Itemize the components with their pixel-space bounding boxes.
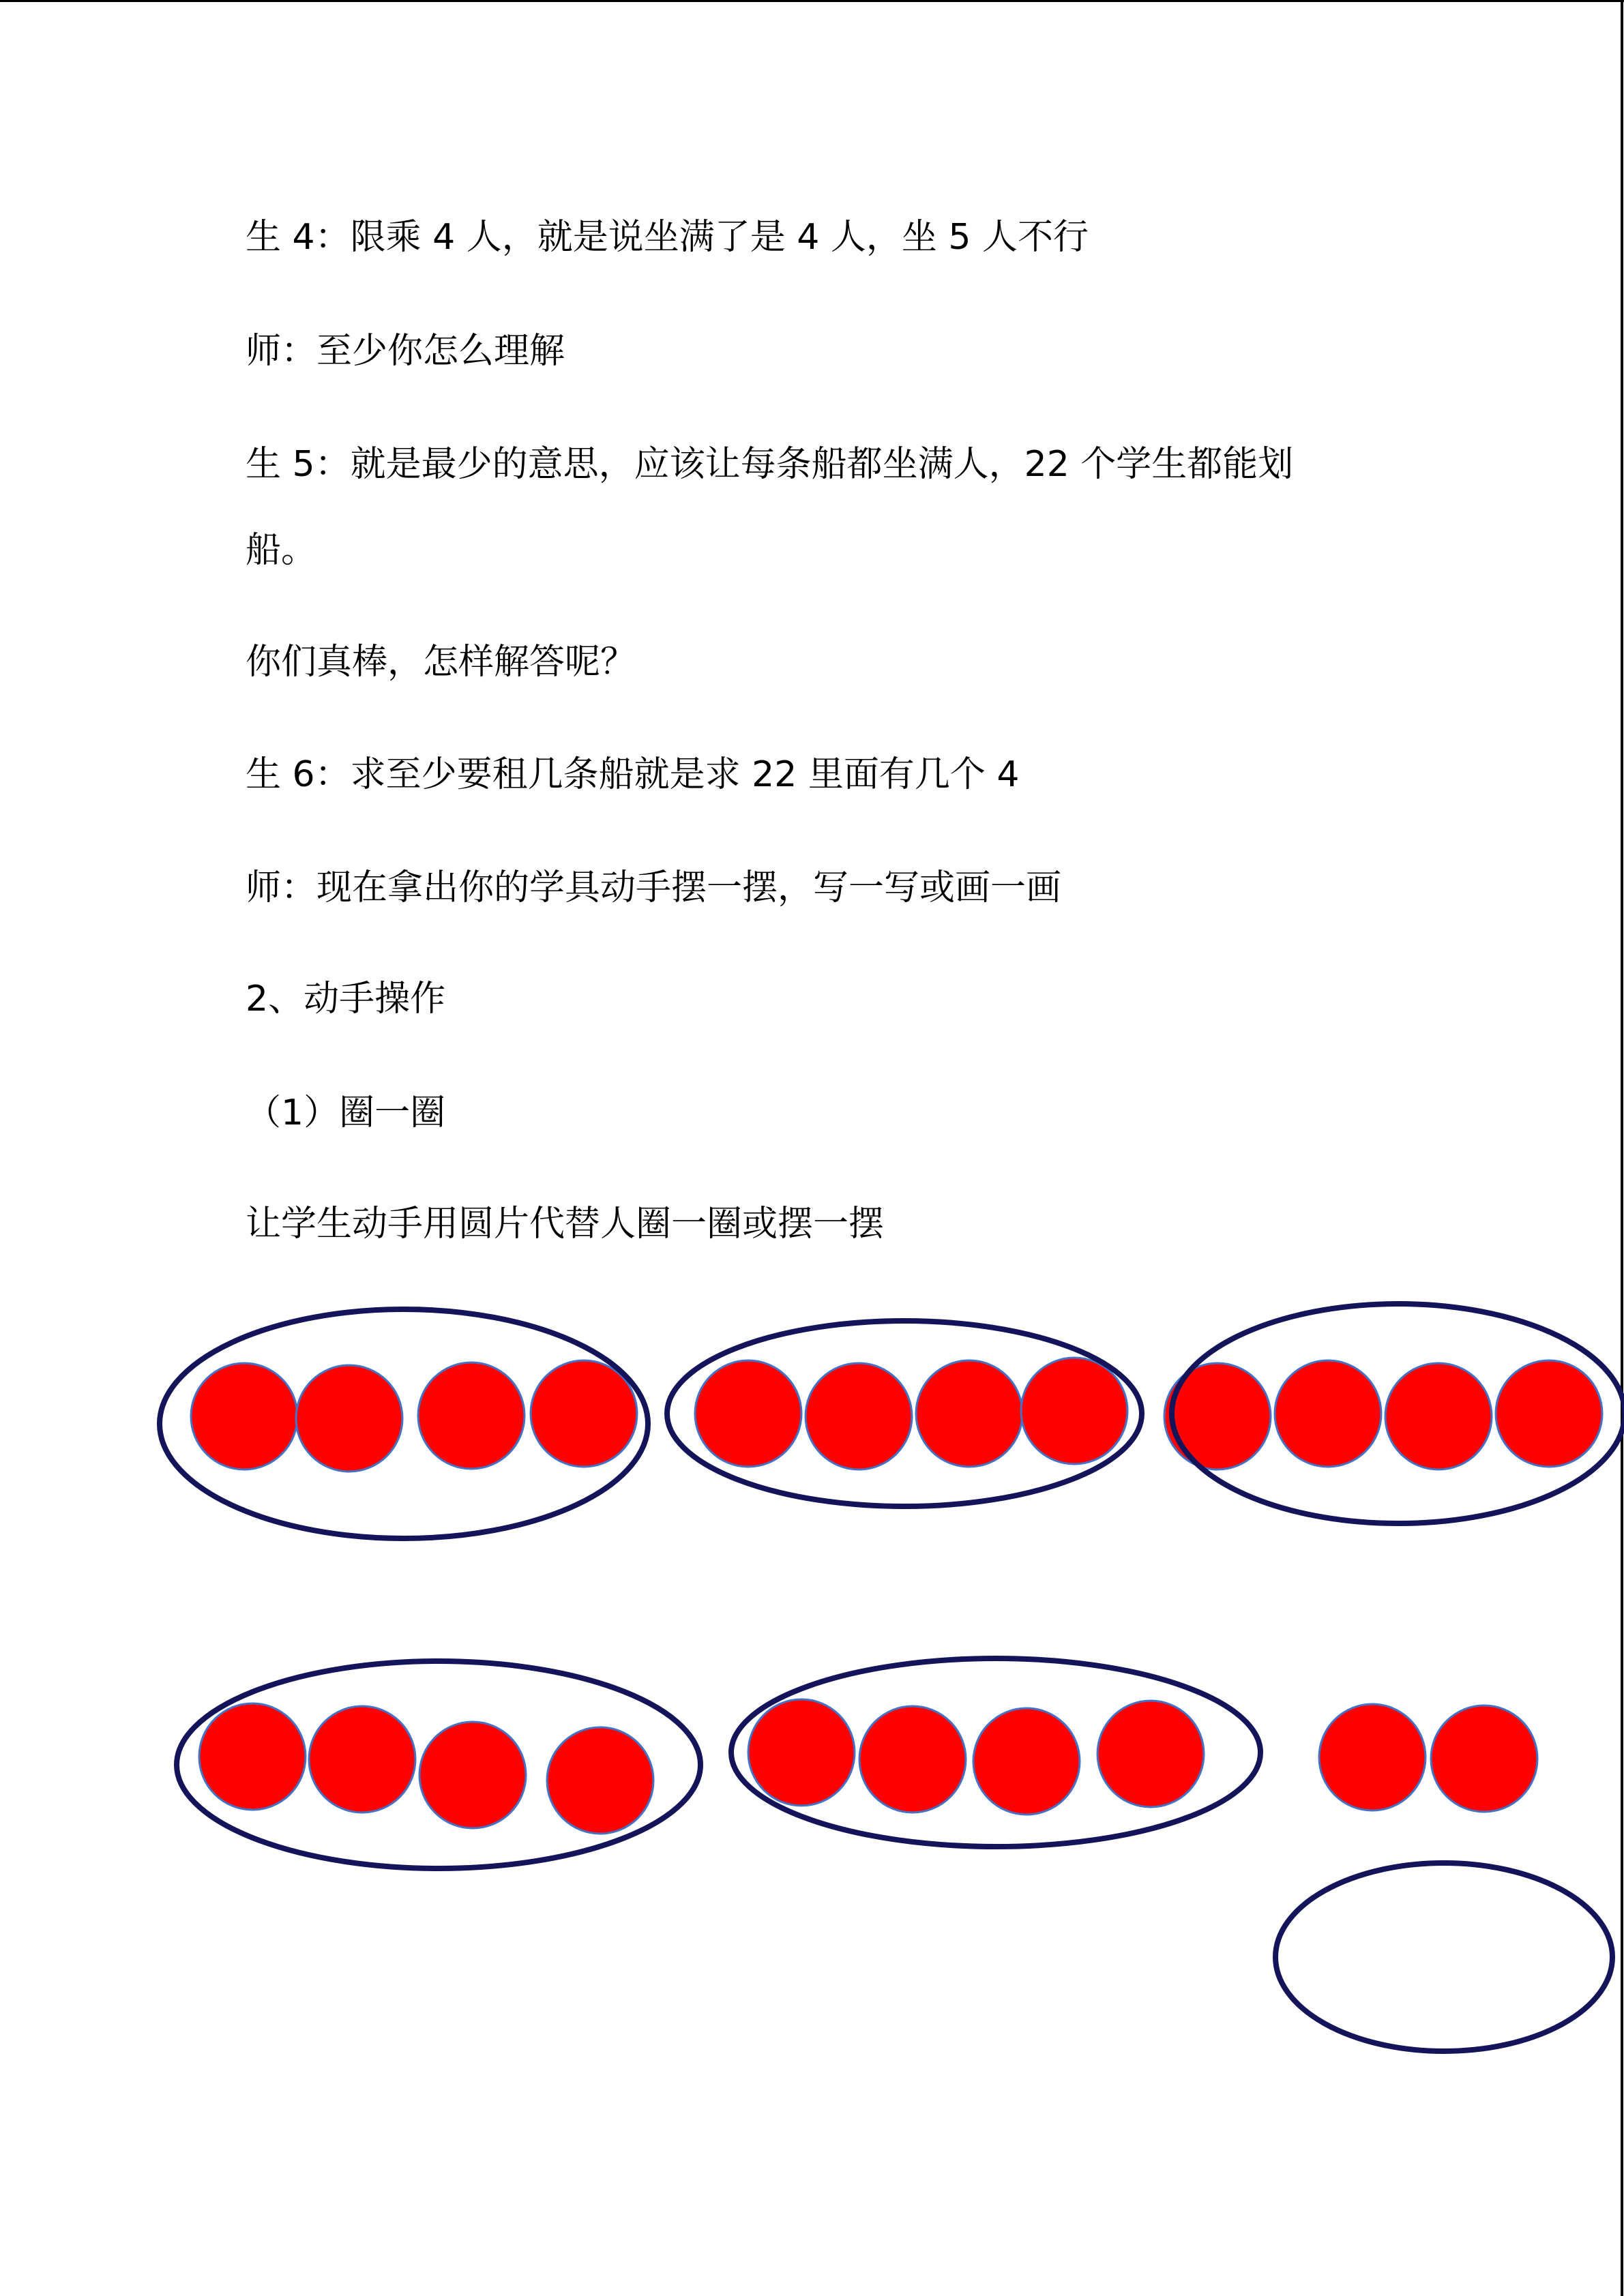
text-line-7: 师：现在拿出你的学具动手摆一摆，写一写或画一画 [246, 867, 1062, 908]
red-disc-3-2 [1275, 1360, 1381, 1467]
text-line-5: 你们真棒，怎样解答呢？ [246, 642, 636, 683]
empty-oval [1275, 1863, 1612, 2051]
red-disc-1-3 [418, 1362, 525, 1469]
text-line-3: 生 5：就是最少的意思，应该让每条船都坐满人，22 个学生都能划 [246, 444, 1294, 485]
red-disc-1-4 [531, 1360, 637, 1467]
red-disc-2-2 [806, 1363, 912, 1470]
red-disc-6-1 [1319, 1704, 1426, 1810]
text-line-2: 师：至少你怎么理解 [246, 331, 565, 372]
red-disc-4-3 [419, 1722, 526, 1828]
text-line-4: 船。 [246, 530, 317, 571]
red-disc-2-3 [916, 1360, 1022, 1467]
text-line-1: 生 4：限乘 4 人，就是说坐满了是 4 人，坐 5 人不行 [246, 217, 1089, 258]
text-line-8: 2、动手操作 [246, 979, 446, 1019]
red-disc-5-1 [748, 1699, 855, 1806]
text-line-10: 让学生动手用圆片代替人圈一圈或摆一摆 [246, 1204, 885, 1244]
red-disc-3-4 [1496, 1360, 1602, 1467]
red-disc-4-4 [547, 1727, 653, 1834]
text-line-9: （1）圈一圈 [246, 1092, 446, 1133]
red-disc-5-2 [859, 1706, 966, 1813]
red-disc-2-1 [695, 1360, 801, 1467]
red-disc-4-2 [309, 1706, 415, 1813]
red-disc-3-3 [1385, 1363, 1492, 1470]
red-disc-1-1 [191, 1363, 297, 1470]
red-disc-1-2 [296, 1365, 402, 1472]
text-line-6: 生 6：求至少要租几条船就是求 22 里面有几个 4 [246, 754, 1020, 795]
red-disc-5-3 [973, 1708, 1080, 1815]
red-disc-5-4 [1097, 1701, 1204, 1807]
red-disc-2-4 [1021, 1358, 1127, 1464]
red-disc-6-2 [1431, 1705, 1537, 1812]
red-disc-4-1 [199, 1703, 306, 1810]
